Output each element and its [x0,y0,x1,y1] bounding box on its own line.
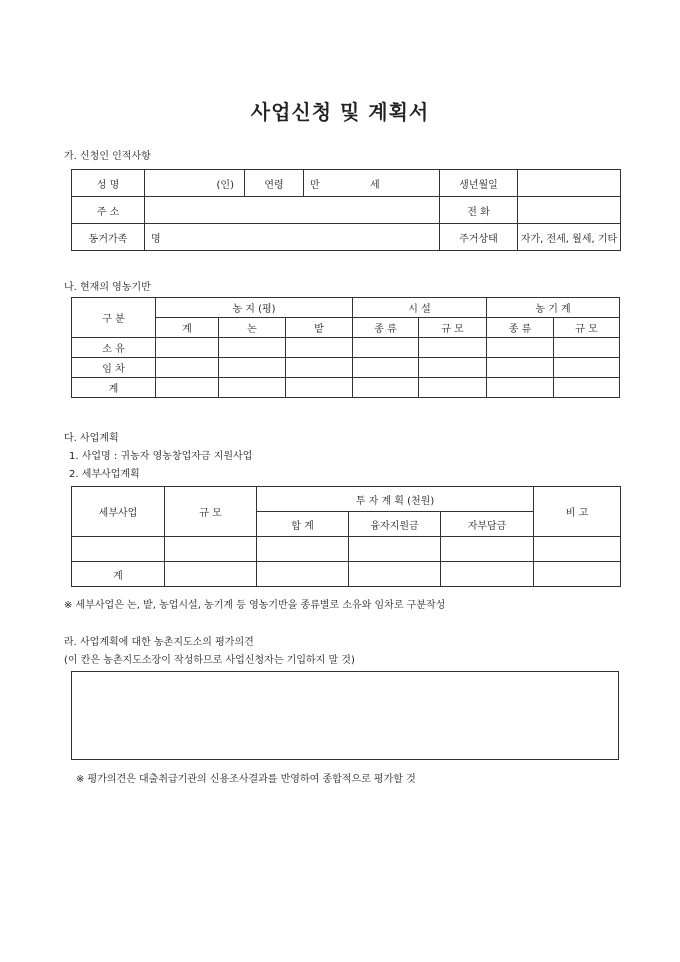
table-row [72,224,621,251]
table-cell[interactable] [419,358,487,378]
detail-header: 세부사업 [72,487,165,537]
machine-size-header: 규 모 [554,318,620,338]
table-cell[interactable] [349,562,441,587]
paddy-header: 논 [219,318,286,338]
table-row [72,197,621,224]
table-row [72,338,620,358]
section-d-subheading: (이 칸은 농촌지도소장이 작성하므로 사업신청자는 기입하지 말 것) [64,655,355,666]
section-c-heading: 다. 사업계획 [64,433,119,444]
note-header: 비 고 [534,487,621,537]
section-d-heading: 라. 사업계획에 대한 농촌지도소의 평가의견 [64,637,254,648]
table-cell[interactable] [487,358,554,378]
table-row [72,298,620,318]
page-title: 사업신청 및 계획서 [250,100,430,124]
facility-kind-header: 종 류 [353,318,419,338]
table-cell[interactable] [349,537,441,562]
section-b-heading: 나. 현재의 영농기반 [64,282,151,293]
housing-label: 주거상태 [440,224,518,251]
farmland-total-header: 계 [156,318,219,338]
family-label: 동거가족 [72,224,145,251]
table-cell[interactable] [487,338,554,358]
farming-base-table [71,297,620,398]
address-field[interactable] [145,197,440,224]
table-cell[interactable] [353,378,419,398]
loan-header: 융자지원금 [349,512,441,537]
table-cell[interactable] [219,338,286,358]
table-cell[interactable] [419,338,487,358]
table-cell[interactable] [441,562,534,587]
table-row [72,358,620,378]
investment-plan-table [71,486,621,587]
seal-mark: (인) [145,170,245,197]
table-row [72,170,621,197]
project-name: 1. 사업명 : 귀농자 영농창업자금 지원사업 [69,451,253,462]
age-field[interactable] [304,170,440,197]
table-cell[interactable] [156,338,219,358]
table-cell[interactable] [286,358,353,378]
field-header: 밭 [286,318,353,338]
table-cell[interactable] [156,378,219,398]
row-label-total: 계 [72,378,156,398]
table-row [72,537,621,562]
sum-header: 합 계 [257,512,349,537]
machine-header: 농 기 계 [487,298,620,318]
section-d-note: ※ 평가의견은 대출취급기관의 신용조사결과를 반영하여 종합적으로 평가할 것 [76,774,416,785]
table-cell[interactable] [353,358,419,378]
table-cell[interactable] [165,537,257,562]
name-label: 성 명 [72,170,145,197]
table-cell[interactable] [156,358,219,378]
table-row [72,378,620,398]
table-cell[interactable] [487,378,554,398]
address-label: 주 소 [72,197,145,224]
section-a-heading: 가. 신청인 인적사항 [64,151,151,162]
table-cell[interactable] [257,537,349,562]
table-cell[interactable] [419,378,487,398]
family-field[interactable]: 명 [145,224,440,251]
age-prefix: 만 [310,179,320,191]
table-cell[interactable] [72,537,165,562]
scale-header: 규 모 [165,487,257,537]
self-header: 자부담금 [441,512,534,537]
facility-size-header: 규 모 [419,318,487,338]
row-label-total: 계 [72,562,165,587]
facility-header: 시 설 [353,298,487,318]
table-cell[interactable] [554,378,620,398]
table-cell[interactable] [219,358,286,378]
phone-field[interactable] [518,197,621,224]
farmland-header: 농 지 (평) [156,298,353,318]
table-cell[interactable] [165,562,257,587]
invest-header: 투 자 계 획 (천원) [257,487,534,512]
table-cell[interactable] [286,338,353,358]
section-c-note: ※ 세부사업은 논, 밭, 농업시설, 농기계 등 영농기반을 종류별로 소유와 임차로 구분작성 [64,600,446,611]
table-row [72,562,621,587]
row-label-lease: 임 차 [72,358,156,378]
evaluation-opinion-box[interactable] [71,671,619,760]
table-cell[interactable] [554,338,620,358]
table-cell[interactable] [534,562,621,587]
table-cell[interactable] [534,537,621,562]
table-cell[interactable] [554,358,620,378]
table-row [72,487,621,512]
birth-field[interactable] [518,170,621,197]
row-label-own: 소 유 [72,338,156,358]
age-label: 연령 [245,170,304,197]
applicant-info-table [71,169,621,251]
housing-options[interactable]: 자가, 전세, 월세, 기타 [518,224,621,251]
table-cell[interactable] [441,537,534,562]
table-cell[interactable] [219,378,286,398]
table-cell[interactable] [257,562,349,587]
age-suffix: 세 [370,179,380,191]
table-cell[interactable] [353,338,419,358]
birth-label: 생년월일 [440,170,518,197]
phone-label: 전 화 [440,197,518,224]
table-cell[interactable] [286,378,353,398]
category-header: 구 분 [72,298,156,338]
detail-plan-heading: 2. 세부사업계획 [69,469,140,480]
machine-kind-header: 종 류 [487,318,554,338]
